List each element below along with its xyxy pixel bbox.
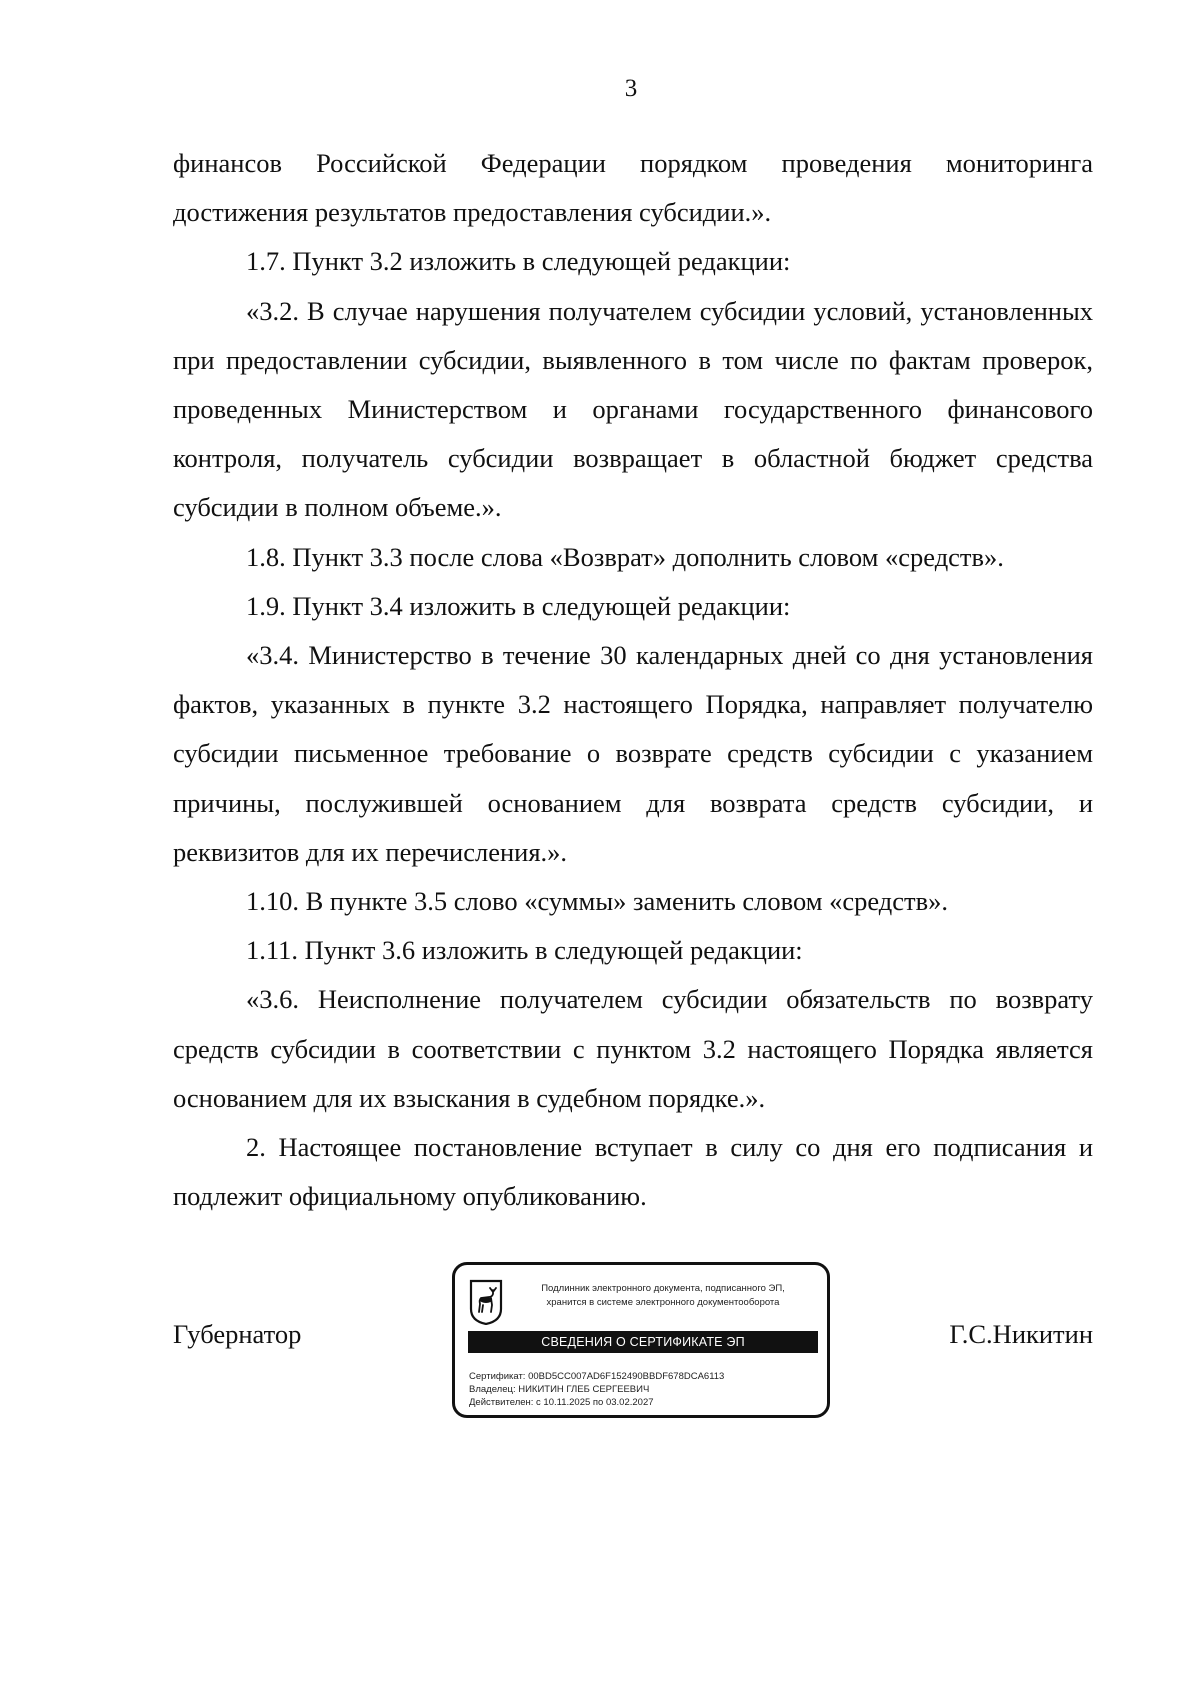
paragraph: 1.10. В пункте 3.5 слово «суммы» заменить словом «средств». [246, 886, 949, 917]
paragraph: 2. Настоящее постановление вступает в силу со дня его подписания и подлежит официальному опубликованию. [173, 1132, 1093, 1212]
stamp-header: СВЕДЕНИЯ О СЕРТИФИКАТЕ ЭП [468, 1331, 818, 1353]
signatory-name: Г.С.Никитин [949, 1319, 1093, 1349]
certificate-validity: Действителен: с 10.11.2025 по 03.02.2027 [469, 1397, 654, 1408]
signature-block [173, 1262, 1093, 1422]
paragraph: «3.4. Министерство в течение 30 календарных дней со дня установления фактов, указанных в пункте 3.2 настоящего Порядка, направляет получателю субсидии письменное требование о возврате средств субсидии с указанием причины, послужившей основанием для возврата средств субсидии, и реквизитов для их перечисления.». [173, 640, 1093, 867]
certificate-owner: Владелец: НИКИТИН ГЛЕБ СЕРГЕЕВИЧ [469, 1384, 650, 1395]
document-body [173, 139, 1093, 1221]
page-number: 3 [624, 75, 638, 102]
paragraph: «3.6. Неисполнение получателем субсидии обязательств по возврату средств субсидии в соответствии с пунктом 3.2 настоящего Порядка является основанием для их взыскания в судебном порядке.». [173, 984, 1093, 1113]
signatory-position: Губернатор [173, 1319, 302, 1349]
paragraph: 1.9. Пункт 3.4 изложить в следующей редакции: [246, 590, 791, 621]
e-signature-stamp [452, 1262, 830, 1418]
stamp-note-line: Подлинник электронного документа, подписанного ЭП, [541, 1283, 785, 1294]
paragraph: 1.7. Пункт 3.2 изложить в следующей редакции: [246, 246, 791, 277]
paragraph: 1.11. Пункт 3.6 изложить в следующей редакции: [246, 935, 803, 966]
certificate-number: Сертификат: 00BD5CC007AD6F152490BBDF678DCA6113 [469, 1371, 725, 1382]
paragraph: «3.2. В случае нарушения получателем субсидии условий, установленных при предоставлении субсидии, выявленного в том числе по фактам проверок, проведенных Министерством и органами государственного финансового контроля, получатель субсидии возвращает в областной бюджет средства субсидии в полном объеме.». [173, 295, 1093, 523]
paragraph: 1.8. Пункт 3.3 после слова «Возврат» дополнить словом «средств». [246, 541, 1004, 572]
paragraph: финансов Российской Федерации порядком проведения мониторинга достижения результатов предоставления субсидии.». [173, 148, 1093, 228]
stamp-note [513, 1282, 813, 1310]
certificate-details [469, 1370, 819, 1409]
stamp-note-line: хранится в системе электронного документооборота [546, 1297, 780, 1308]
coat-of-arms-deer-icon [469, 1279, 503, 1325]
